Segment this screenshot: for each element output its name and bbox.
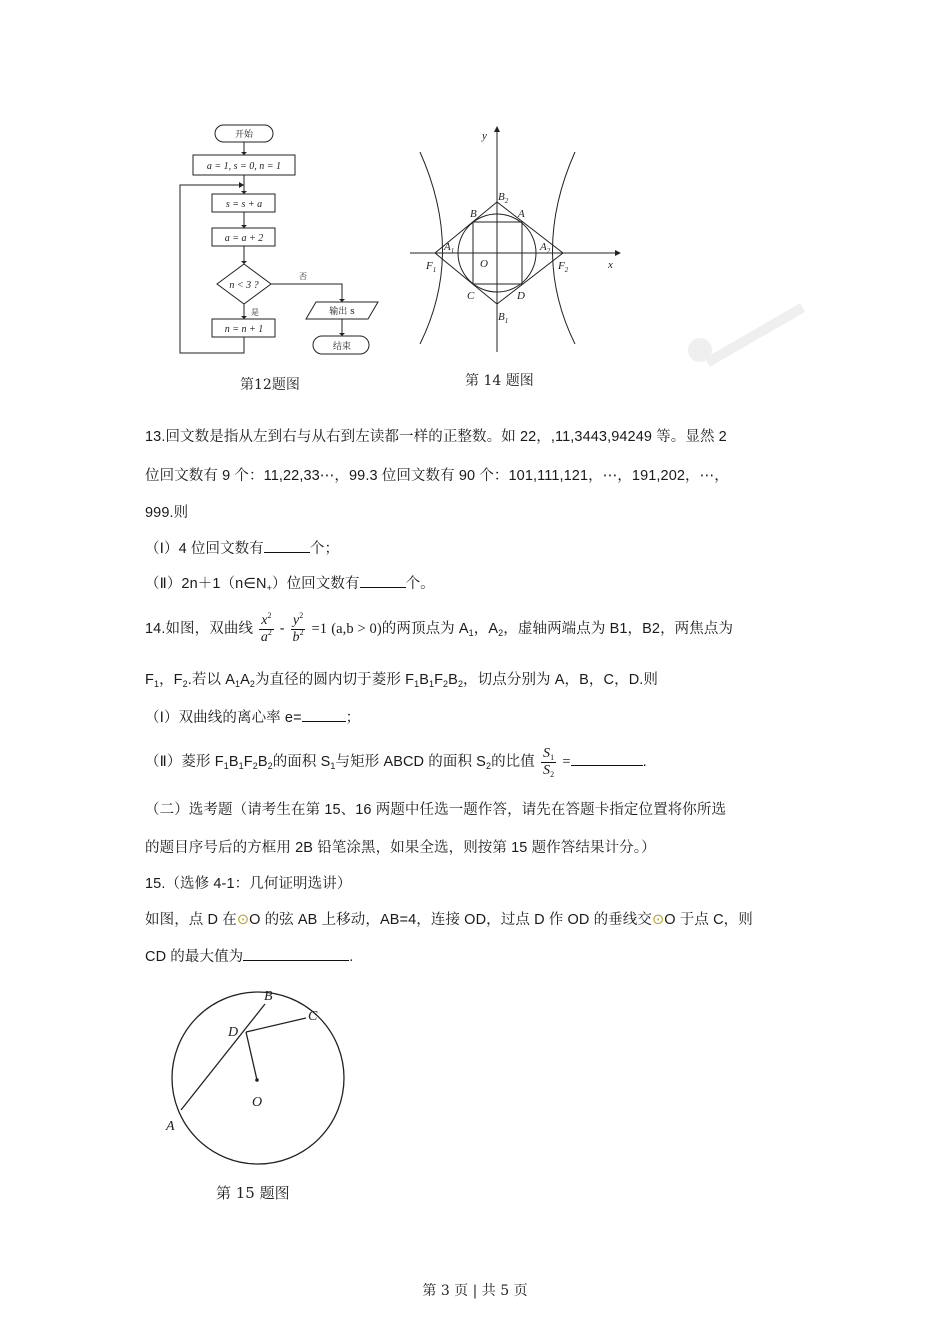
hyperbola-figure-14 (410, 112, 630, 402)
circle-figure-15 (160, 980, 360, 1210)
answer-blank[interactable] (243, 946, 349, 961)
figure-15-caption: 第 15 题图 (216, 1184, 290, 1202)
label-b: B (264, 989, 273, 1004)
q14-part-1: （Ⅰ）双曲线的离心率 e= ； (145, 707, 360, 728)
flow-end: 结束 (332, 342, 352, 352)
label-b: B (470, 208, 477, 220)
fraction-y2-b2: $\frac{y^2}{b^2}$ (292, 610, 304, 645)
label-f1: $F_1$ (426, 260, 437, 274)
fraction-x2-a2: $\frac{x^2}{a^2}$ (260, 610, 273, 645)
q14-line-2: $F_1$，$F_2$.若以 $A_1A_2$为直径的圆内切于菱形 $F_1B_1F_2B_2$，切点分别为 A，B，C，D.则 (145, 672, 658, 689)
figure-12-caption: 第12题图 (240, 377, 300, 393)
flow-step-a: a = a + 2 (224, 233, 264, 244)
answer-blank[interactable] (264, 538, 310, 553)
answer-blank[interactable] (571, 751, 643, 766)
label-c: C (467, 290, 475, 302)
label-b1: $B_1$ (498, 311, 509, 325)
label-o: O (252, 1095, 263, 1110)
answer-blank[interactable] (302, 707, 346, 722)
axis-y-label: y (482, 130, 487, 142)
label-a: A (518, 208, 525, 220)
flowchart-figure-12 (170, 112, 410, 402)
q15-line-2: CD 的最大值为 . (145, 946, 353, 967)
q13-part-1: （Ⅰ）4 位回文数有 个； (145, 538, 339, 559)
figure-14-caption: 第 14 题图 (465, 373, 534, 389)
page-footer: 第 3 页 | 共 5 页 (422, 1283, 528, 1299)
flow-step-sum: s = s + a (225, 199, 263, 210)
q13-line-3: 999.则 (145, 505, 189, 521)
label-f2: $F_2$ (558, 260, 569, 274)
label-d: D (228, 1025, 239, 1040)
flow-condition: n < 3 ? (229, 280, 259, 291)
q13-part-2: $(Ⅱ)2n+1(n\in N_+)$位回文数有 个。 (145, 573, 435, 594)
answer-blank[interactable] (360, 573, 406, 588)
flow-output: 输出 s (329, 307, 355, 317)
axis-x-label: x (608, 259, 613, 271)
label-d: D (517, 290, 525, 302)
label-a2: $A_2$ (540, 241, 551, 255)
figures-row (170, 112, 630, 402)
flow-no-label: 否 (299, 272, 307, 281)
label-o: O (480, 258, 488, 270)
section-2-line-1: （二）选考题（请考生在第 15、16 两题中任选一题作答，请先在答题卡指定位置将你所选 (145, 802, 727, 818)
label-a: A (166, 1119, 175, 1134)
label-c: C (308, 1009, 318, 1024)
q13-line-1: 13.回文数是指从左到右与从右到左读都一样的正整数。如 22，,11,3443,94249 等。显然 2 (145, 429, 727, 445)
label-a1: $A_1$ (444, 241, 455, 255)
q14-part-2: （Ⅱ）菱形 $F_1B_1F_2B_2$的面积 $S_1$与矩形 ABCD 的面积 $S_2$的比值 $\frac{S_1}{S_2}$ = . (145, 745, 647, 779)
circle-dot-icon: ⊙ (236, 912, 250, 928)
flow-start: 开始 (234, 130, 254, 140)
flow-yes-label: 是 (251, 308, 259, 317)
watermark (630, 160, 900, 400)
flow-init: a = 1, s = 0, n = 1 (206, 161, 282, 172)
q13-line-2: 位回文数有 9 个：11,22,33⋯，99.3 位回文数有 90 个：101,111,121，⋯，191,202，⋯， (145, 468, 729, 484)
label-b2: $B_2$ (498, 191, 509, 205)
q14-line-1: 14.如图，双曲线 $\frac{x^2}{a^2}$ - $\frac{y^2}{b^2}$ =1 (a,b > 0)的两顶点为 $A_1$，$A_2$，虚轴两端点为 B1，B2，两焦点为 (145, 610, 734, 645)
q15-title: 15.（选修 4-1：几何证明选讲） (145, 876, 352, 892)
flow-increment: n = n + 1 (224, 324, 264, 335)
circle-dot-icon: ⊙ (651, 912, 665, 928)
fraction-s1-s2: $\frac{S_1}{S_2}$ (543, 745, 555, 779)
section-2-line-2: 的题目序号后的方框用 2B 铅笔涂黑，如果全选，则按第 15 题作答结果计分。） (145, 840, 656, 856)
q15-line-1: 如图，点 D 在⊙O 的弦 AB 上移动，AB=4，连接 OD，过点 D 作 OD 的垂线交⊙O 于点 C，则 (145, 912, 753, 928)
